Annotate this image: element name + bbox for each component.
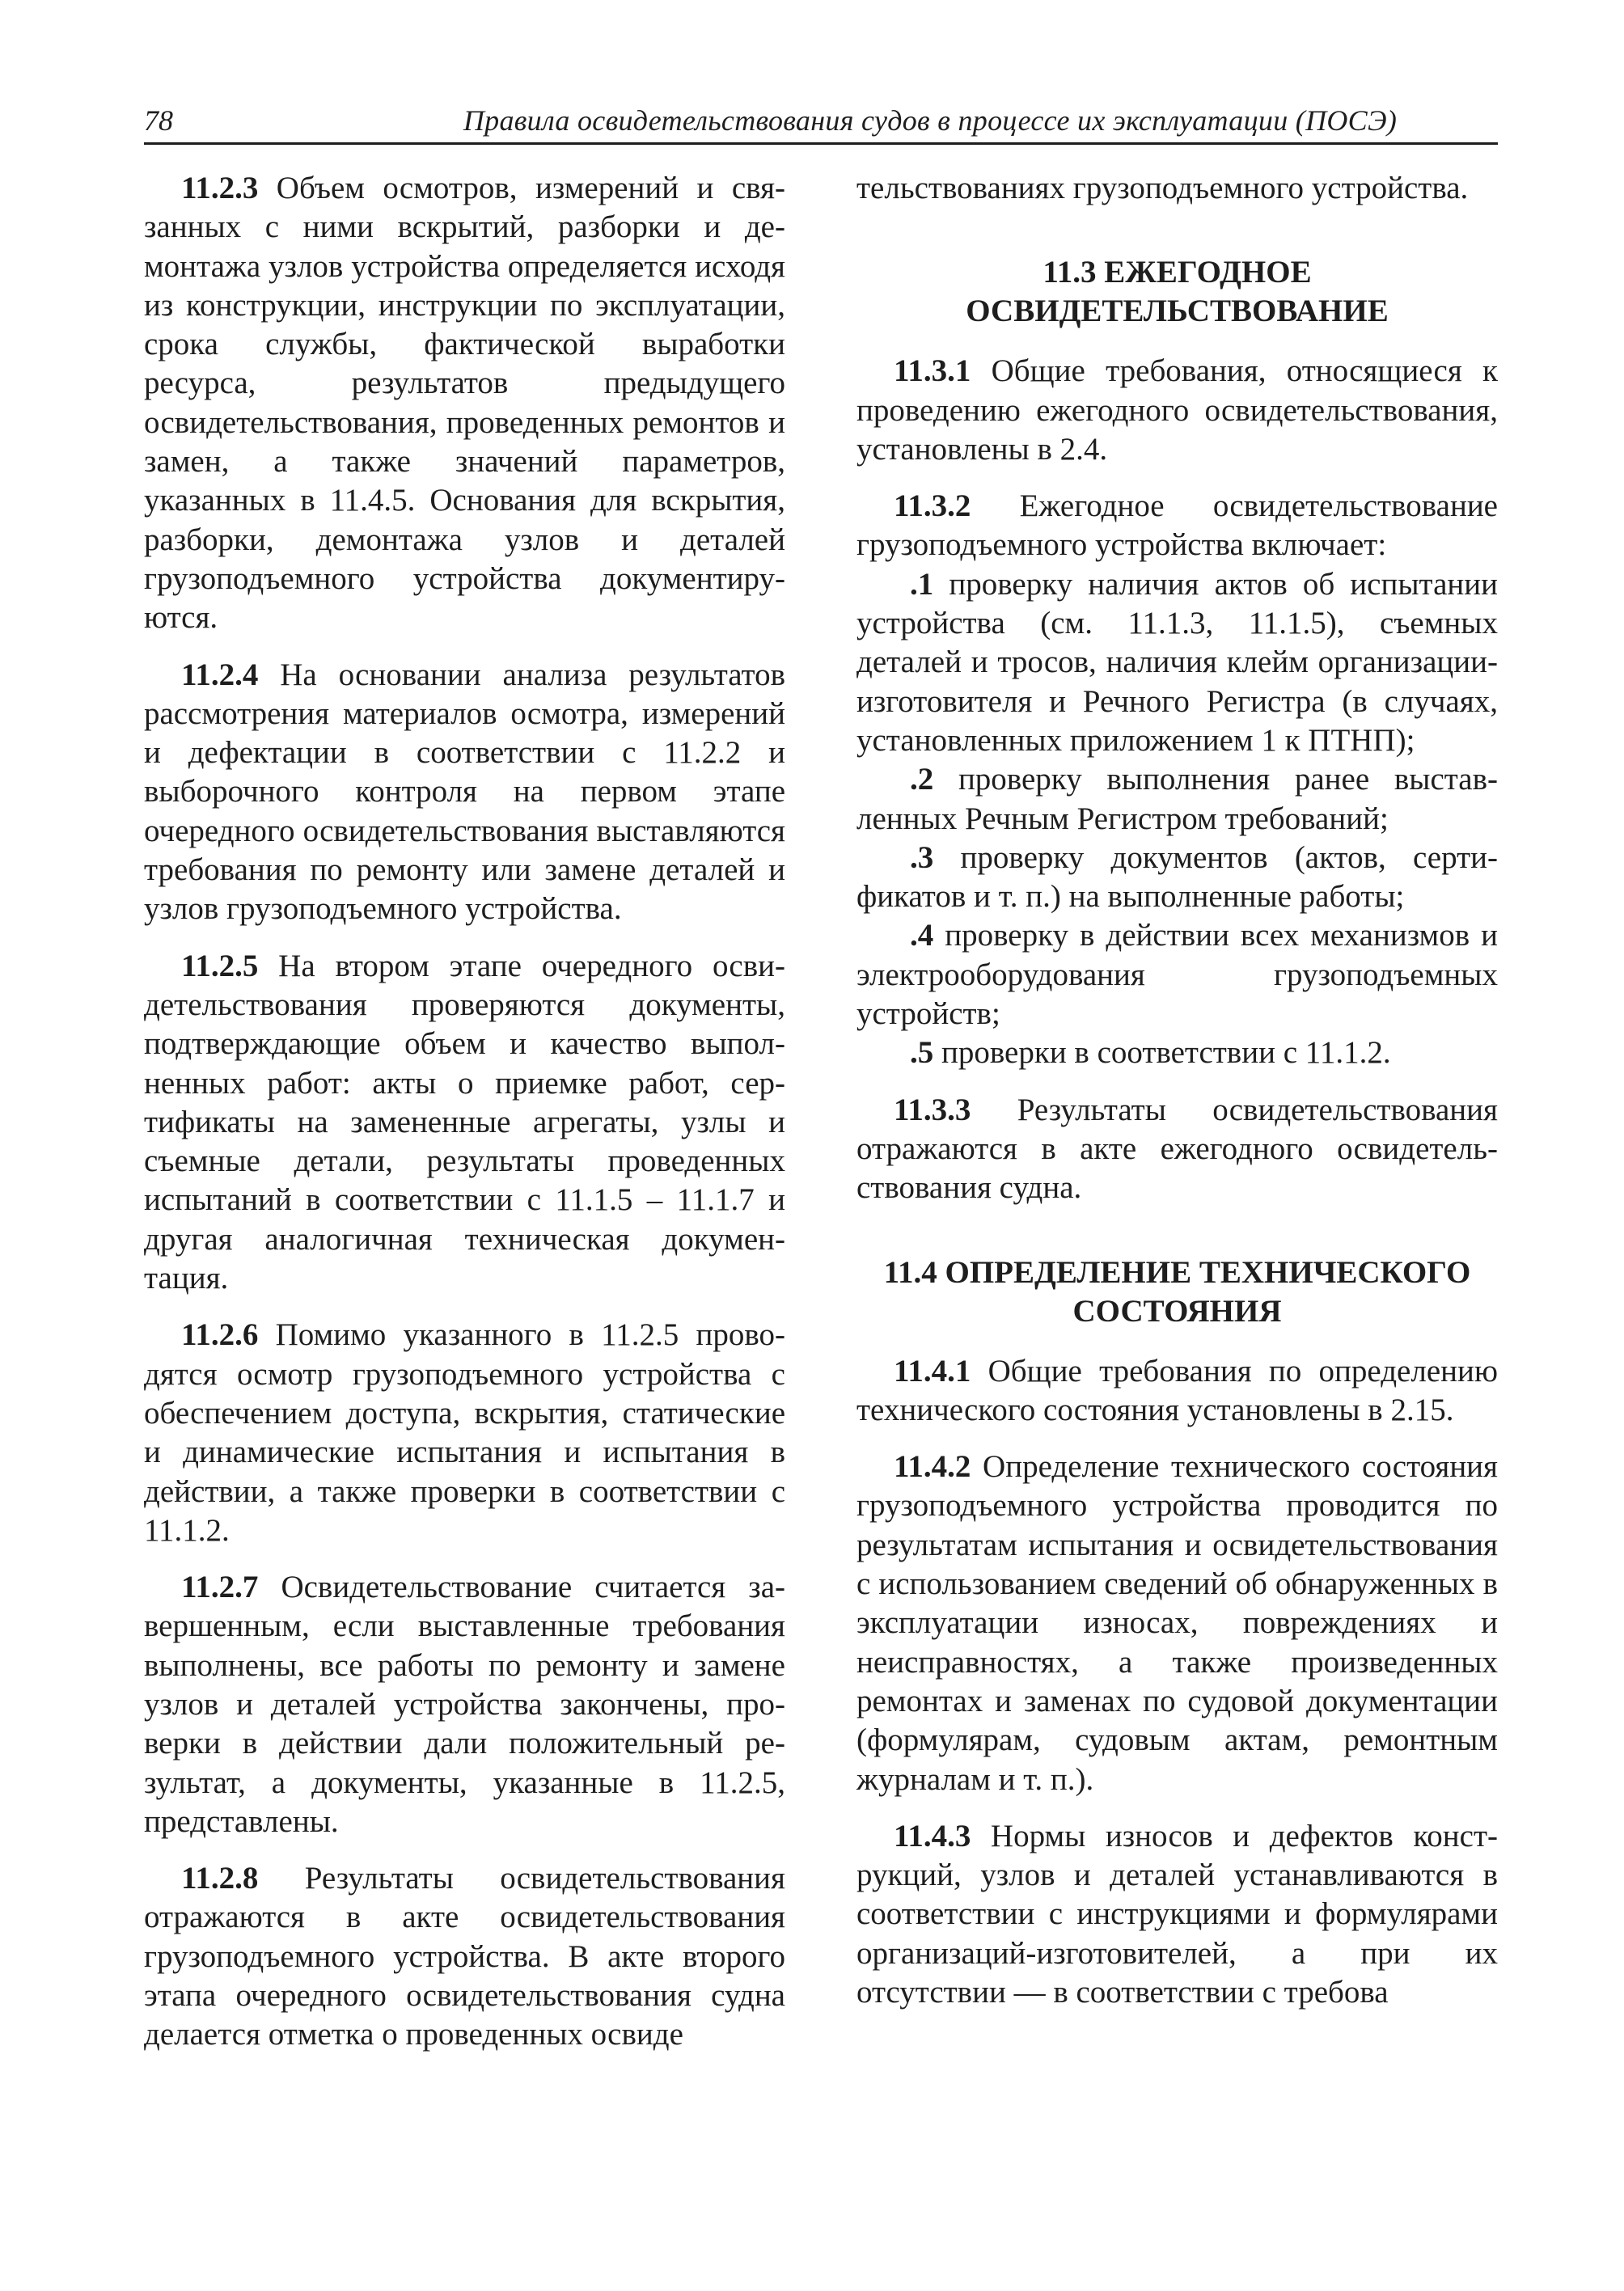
clause-number: 11.2.5 xyxy=(181,948,259,983)
clause-text: Объем осмотров, измерений и связанных с ними вскрытий, разборки и демонтажа узлов устройства определяется исходя из конструкции, инструкции по эксплуатации, срока службы, фактической выработки ресурса, результатов предыдущего освидетельствования, проведенных ремонтов и замен, а также значений параметров, указанных в 11.4.5. Основания для вскрытия, разборки, демонтажа узлов и деталей грузоподъемного устройства документируются. xyxy=(144,171,786,636)
clause-text: Ежегодное освидетельствование грузоподъемного устройства включает: xyxy=(856,488,1498,563)
paragraph-11-2-3 xyxy=(144,169,785,638)
clause-number: 11.2.8 xyxy=(181,1861,259,1896)
clause-number: 11.2.7 xyxy=(181,1570,259,1605)
clause-text: На втором этапе очередного освидетельствования проверяются документы, подтверждающие объем и качество выполненных работ: акты о приемке работ, сертификаты на замененные агрегаты, узлы и съемные детали, результаты проведенных испытаний в соответствии с 11.1.5 – 11.1.7 и другая аналогичная техническая документация. xyxy=(144,948,786,1296)
paragraph-11-4-1 xyxy=(856,1352,1498,1431)
page-header xyxy=(144,102,1498,145)
clause-text: Нормы износов и дефектов конструкций, узлов и деталей устанавливаются в соответствии с инструкциями и формулярами организаций-изготовителей, а при их отсутствии — в соответствии с требова xyxy=(856,1818,1499,2010)
section-heading-line: 11.4 ОПРЕДЕЛЕНИЕ ТЕХНИЧЕСКОГО xyxy=(883,1254,1471,1290)
section-heading-line: СОСТОЯНИЯ xyxy=(1072,1293,1282,1329)
clause-text: Определение технического состояния грузоподъемного устройства проводится по результатам испытания и освидетельствования с использованием сведений об обнаруженных в эксплуатации износах, повреждениях и неисправностях, а также произведенных ремонтах и заменах по судовой документации (формулярам, судовым актам, ремонтным журналам и т. п.). xyxy=(856,1449,1498,1797)
clause-number: 11.3.1 xyxy=(894,353,971,389)
left-column xyxy=(144,169,785,2073)
item-text: проверку в действии всех механизмов и электрооборудования грузоподъемных устройств; xyxy=(856,918,1499,1032)
item-text: проверку документов (актов, сертификатов и т. п.) на выполненные работы; xyxy=(856,839,1499,915)
section-heading-11-4 xyxy=(856,1253,1498,1331)
paragraph-continuation: тельствованиях грузоподъемного устройства. xyxy=(856,171,1469,205)
clause-text: Общие требования по определению технического состояния установлены в 2.15. xyxy=(856,1353,1499,1427)
section-heading-line: ОСВИДЕТЕЛЬСТВОВАНИЕ xyxy=(966,294,1389,329)
paragraph-11-2-6 xyxy=(144,1316,785,1550)
list-item xyxy=(856,839,1498,917)
clause-text: Помимо указанного в 11.2.5 проводятся осмотр грузоподъемного устройства с обеспечением доступа, вскрытия, статические и динамические испытания и испытания в действии, а также проверки в соответствии с 11.1.2. xyxy=(144,1317,786,1548)
list-item xyxy=(856,565,1498,760)
paragraph-11-3-1 xyxy=(856,352,1498,469)
right-column xyxy=(856,169,1498,2030)
clause-number: 11.3.3 xyxy=(894,1092,971,1127)
clause-number: 11.2.3 xyxy=(181,171,259,205)
clause-text: Результаты освидетельствования отражаются в акте ежегодного освидетельствования судна. xyxy=(856,1092,1498,1206)
clause-number: 11.3.2 xyxy=(894,488,971,524)
page-number: 78 xyxy=(144,104,173,137)
item-number: .3 xyxy=(910,839,934,875)
paragraph-11-3-2 xyxy=(856,487,1498,565)
paragraph-11-2-7 xyxy=(144,1568,785,1841)
item-text: проверку наличия актов об испытании устройства (см. 11.1.3, 11.1.5), съемных деталей и тросов, наличия клейм организации-изготовителя и Речного Регистра (в случаях, установленных приложением 1 к ПТНП); xyxy=(856,566,1498,758)
paragraph-11-2-5 xyxy=(144,947,785,1299)
item-text: проверки в соответствии с 11.1.2. xyxy=(941,1035,1391,1071)
clause-text: Результаты освидетельствования отражаются в акте освидетельствования грузоподъемного устройства. В акте второго этапа очередного освидетельствования судна делается отметка о проведенных освиде xyxy=(144,1861,785,2052)
paragraph-11-2-8 xyxy=(144,1859,785,2054)
clause-number: 11.2.4 xyxy=(181,657,259,692)
section-heading-11-3 xyxy=(856,253,1498,331)
running-title: Правила освидетельствования судов в процессе их эксплуатации (ПОСЭ) xyxy=(463,104,1398,137)
clause-text: Освидетельствование считается завершенным, если выставленные требования выполнены, все работы по ремонту и замене узлов и деталей устройства закончены, проверки в действии дали положительный результат, а документы, указанные в 11.2.5, представлены. xyxy=(144,1570,786,1839)
clause-text: Общие требования, относящиеся к проведению ежегодного освидетельствования, установлены в 2.4. xyxy=(856,353,1498,467)
item-number: .4 xyxy=(910,918,934,953)
paragraph-11-4-2 xyxy=(856,1448,1498,1799)
list-item xyxy=(856,760,1498,839)
paragraph-11-4-3 xyxy=(856,1817,1498,2012)
clause-number: 11.4.1 xyxy=(894,1353,971,1389)
clause-text: На основании анализа результатов рассмотрения материалов осмотра, измерений и дефектации в соответствии с 11.2.2 и выборочного контроля на первом этапе очередного освидетельствования выставляются требования по ремонту или замене деталей и узлов грузоподъемного устройства. xyxy=(144,657,785,927)
item-number: .2 xyxy=(910,762,934,797)
item-number: .5 xyxy=(910,1035,934,1071)
paragraph-11-2-4 xyxy=(144,656,785,929)
item-text: проверку выполнения ранее выставленных Речным Регистром требований; xyxy=(856,762,1498,836)
clause-number: 11.4.3 xyxy=(894,1818,971,1854)
section-heading-line: 11.3 ЕЖЕГОДНОЕ xyxy=(1042,255,1312,290)
paragraph-11-3-3 xyxy=(856,1091,1498,1208)
list-item xyxy=(856,916,1498,1033)
clause-number: 11.2.6 xyxy=(181,1317,259,1353)
item-number: .1 xyxy=(910,566,934,602)
list-item xyxy=(856,1033,1498,1072)
clause-number: 11.4.2 xyxy=(894,1449,971,1485)
